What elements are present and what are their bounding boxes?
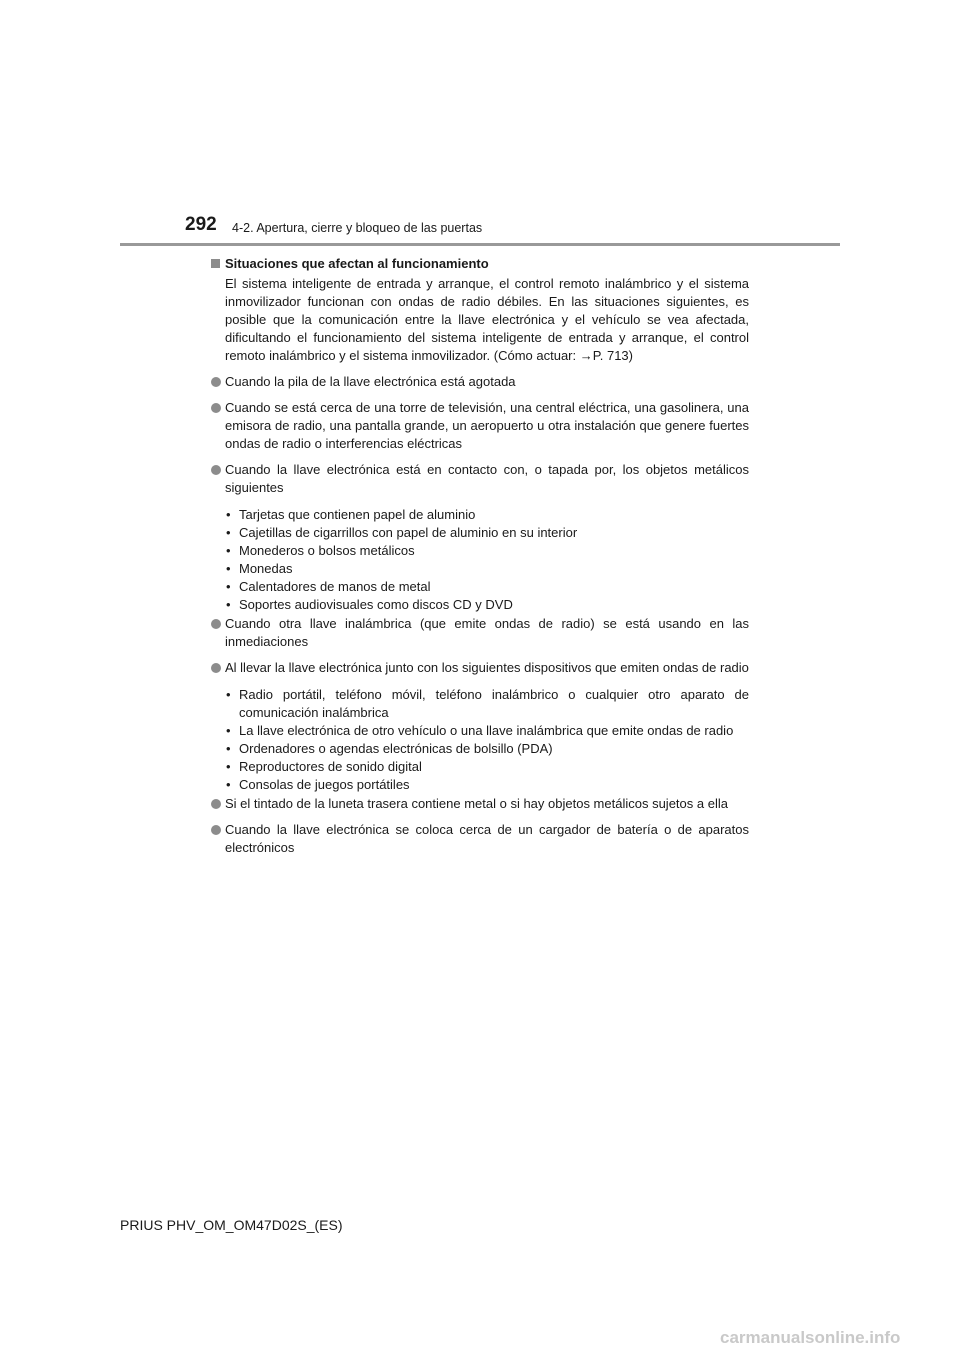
section-title: 4-2. Apertura, cierre y bloqueo de las puertas: [232, 221, 483, 235]
sub-list-item: • Cajetillas de cigarrillos con papel de aluminio en su interior: [226, 525, 578, 540]
page-number: 292: [185, 214, 217, 235]
dot-icon: •: [226, 543, 231, 558]
dot-icon: •: [226, 597, 231, 612]
list-item: [211, 373, 749, 391]
intro-paragraph: El sistema inteligente de entrada y arranque, el control remoto inalámbrico y el sistema inmovilizador funcionan con ondas de radio débiles. En las situaciones siguientes, es posible que la comunicación entre la llave electrónica y el vehículo se vea afectada, dificultando el funcionamiento del sistema inteligente de entrada y arranque, el control remoto inalámbrico y el sistema inmovilizador. (Cómo actuar: →P. 713): [225, 276, 749, 363]
circle-bullet-icon: [211, 799, 221, 809]
dot-icon: •: [226, 579, 231, 594]
radio-devices-list: [211, 686, 749, 794]
sub-list-item: • Monederos o bolsos metálicos: [226, 543, 415, 558]
circle-bullet-icon: [211, 825, 221, 835]
dot-icon: •: [226, 507, 231, 522]
list-item: [211, 399, 749, 453]
list-item-text: Cuando la llave electrónica está en contacto con, o tapada por, los objetos metálicos siguientes: [225, 462, 749, 495]
dot-icon: •: [226, 759, 231, 774]
sub-list-item: • Soportes audiovisuales como discos CD y DVD: [226, 597, 513, 612]
list-item-text: Al llevar la llave electrónica junto con los siguientes dispositivos que emiten ondas de radio: [225, 660, 749, 675]
circle-bullet-icon: [211, 377, 221, 387]
section-heading: [211, 255, 749, 273]
sub-list-item: • La llave electrónica de otro vehículo o una llave inalámbrica que emite ondas de radio: [226, 723, 734, 738]
heading-text: Situaciones que afectan al funcionamiento: [225, 256, 489, 271]
list-item-text: Cuando otra llave inalámbrica (que emite ondas de radio) se está usando en las inmediaciones: [225, 616, 749, 649]
main-content: [211, 255, 749, 865]
list-item: [211, 659, 749, 683]
list-item: [211, 615, 749, 651]
list-item: [211, 795, 749, 813]
metal-objects-list: [211, 506, 749, 614]
sub-list-item: • Ordenadores o agendas electrónicas de bolsillo (PDA): [226, 741, 553, 756]
sub-list-item: • Radio portátil, teléfono móvil, teléfono inalámbrico o cualquier otro aparato de comunicación inalámbrica: [226, 687, 749, 720]
sub-list-item: • Tarjetas que contienen papel de aluminio: [226, 507, 476, 522]
watermark: carmanualsonline.info: [720, 1328, 901, 1347]
circle-bullet-icon: [211, 663, 221, 673]
dot-icon: •: [226, 723, 231, 738]
sub-list-item: • Reproductores de sonido digital: [226, 759, 422, 774]
list-item-text: Cuando la llave electrónica se coloca cerca de un cargador de batería o de aparatos electrónicos: [225, 822, 749, 855]
square-bullet-icon: [211, 259, 220, 268]
sub-list-item: • Monedas: [226, 561, 293, 576]
dot-icon: •: [226, 777, 231, 792]
circle-bullet-icon: [211, 403, 221, 413]
circle-bullet-icon: [211, 619, 221, 629]
dot-icon: •: [226, 561, 231, 576]
list-item: [211, 461, 749, 503]
header-divider: [120, 243, 840, 246]
list-item-text: Si el tintado de la luneta trasera contiene metal o si hay objetos metálicos sujetos a ella: [225, 796, 728, 811]
sub-list-item: • Calentadores de manos de metal: [226, 579, 431, 594]
list-item-text: Cuando la pila de la llave electrónica está agotada: [225, 374, 516, 389]
circle-bullet-icon: [211, 465, 221, 475]
sub-list-item: • Consolas de juegos portátiles: [226, 777, 410, 792]
list-item-text: Cuando se está cerca de una torre de televisión, una central eléctrica, una gasolinera, una emisora de radio, una pantalla grande, un aeropuerto u otra instalación que genere fuertes ondas de radio o interferencias eléctricas: [225, 400, 749, 451]
dot-icon: •: [226, 687, 231, 702]
dot-icon: •: [226, 741, 231, 756]
list-item: [211, 821, 749, 857]
dot-icon: •: [226, 525, 231, 540]
document-code: PRIUS PHV_OM_OM47D02S_(ES): [120, 1217, 343, 1233]
